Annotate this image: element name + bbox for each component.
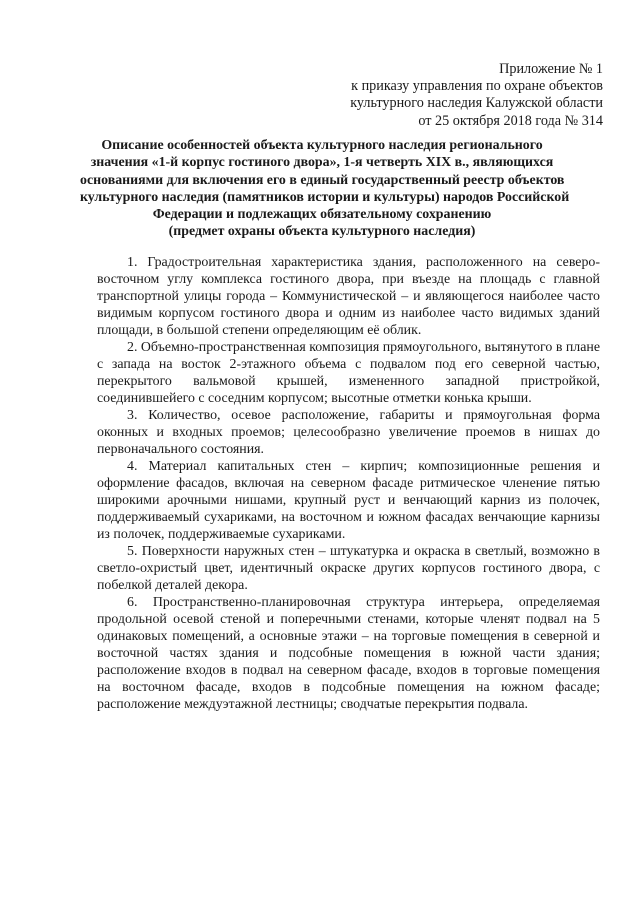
document-body [97, 254, 600, 713]
title-line: основаниями для включения его в единый государственный реестр объектов [80, 172, 565, 188]
paragraph-materials-facades: 4. Материал капитальных стен – кирпич; композиционные решения и оформление фасадов, включая на северном фасаде ритмическое членение пятью широкими арочными нишами, крупный руст и венчающий карниз из полочек, поддерживаемый сухариками, на восточном и южном фасадах венчающие карнизы из полочек, поддерживаемые сухариками. [97, 459, 600, 542]
paragraph-urban-characteristics: 1. Градостроительная характеристика здания, расположенного на северо-восточном углу комплекса гостиного двора, при въезде на площадь с главной транспортной улицы города – Коммунистической – и являющегося наиболее часто видимым корпусом гостиного двора и одним из наиболее часто видимых зданий площади, в большой степени определяющим её облик. [97, 255, 600, 338]
appendix-header [303, 61, 603, 130]
title-line: значения «1-й корпус гостиного двора», 1-я четверть XIX в., являющихся [90, 155, 554, 171]
title-line: культурного наследия (памятников истории и культуры) народов Российской [80, 189, 570, 205]
appendix-authority-line: культурного наследия Калужской области [350, 95, 603, 112]
document-title [80, 137, 570, 241]
paragraph-wall-surfaces: 5. Поверхности наружных стен – штукатурка и окраска в светлый, возможно в светло-охристый цвет, идентичный окраске других корпусов гостиного двора, с побелкой деталей декора. [97, 544, 600, 593]
title-line: (предмет охраны объекта культурного наследия) [168, 224, 476, 240]
appendix-date-line: от 25 октября 2018 года № 314 [418, 112, 603, 129]
appendix-number: Приложение № 1 [499, 61, 603, 77]
appendix-order-line: к приказу управления по охране объектов [351, 78, 603, 95]
title-line: Федерации и подлежащих обязательному сохранению [152, 207, 492, 223]
paragraph-openings: 3. Количество, осевое расположение, габариты и прямоугольная форма оконных и входных проемов; целесообразно увеличение проемов в нишах до первоначального состояния. [97, 408, 600, 457]
title-line: Описание особенностей объекта культурного наследия регионального [101, 138, 543, 153]
paragraph-interior-structure: 6. Пространственно-планировочная структура интерьера, определяемая продольной осевой стеной и поперечными стенами, которые членят подвал на 5 одинаковых помещений, а основные этажи – на торговые помещения в северной и восточной частях здания и подсобные помещения в южной части здания; расположение входов в подвал на северном фасаде, входов в торговые помещения на восточном фасаде, входов в подсобные помещения на южном фасаде; расположение междуэтажной лестницы; сводчатые перекрытия подвала. [97, 595, 600, 712]
paragraph-spatial-composition: 2. Объемно-пространственная композиция прямоугольного, вытянутого в плане с запада на восток 2-этажного объема с подвалом под его северной частью, перекрытого вальмовой крышей, измененного западной пристройкой, соединившейего с соседним корпусом; высотные отметки конька крыши. [97, 340, 600, 406]
